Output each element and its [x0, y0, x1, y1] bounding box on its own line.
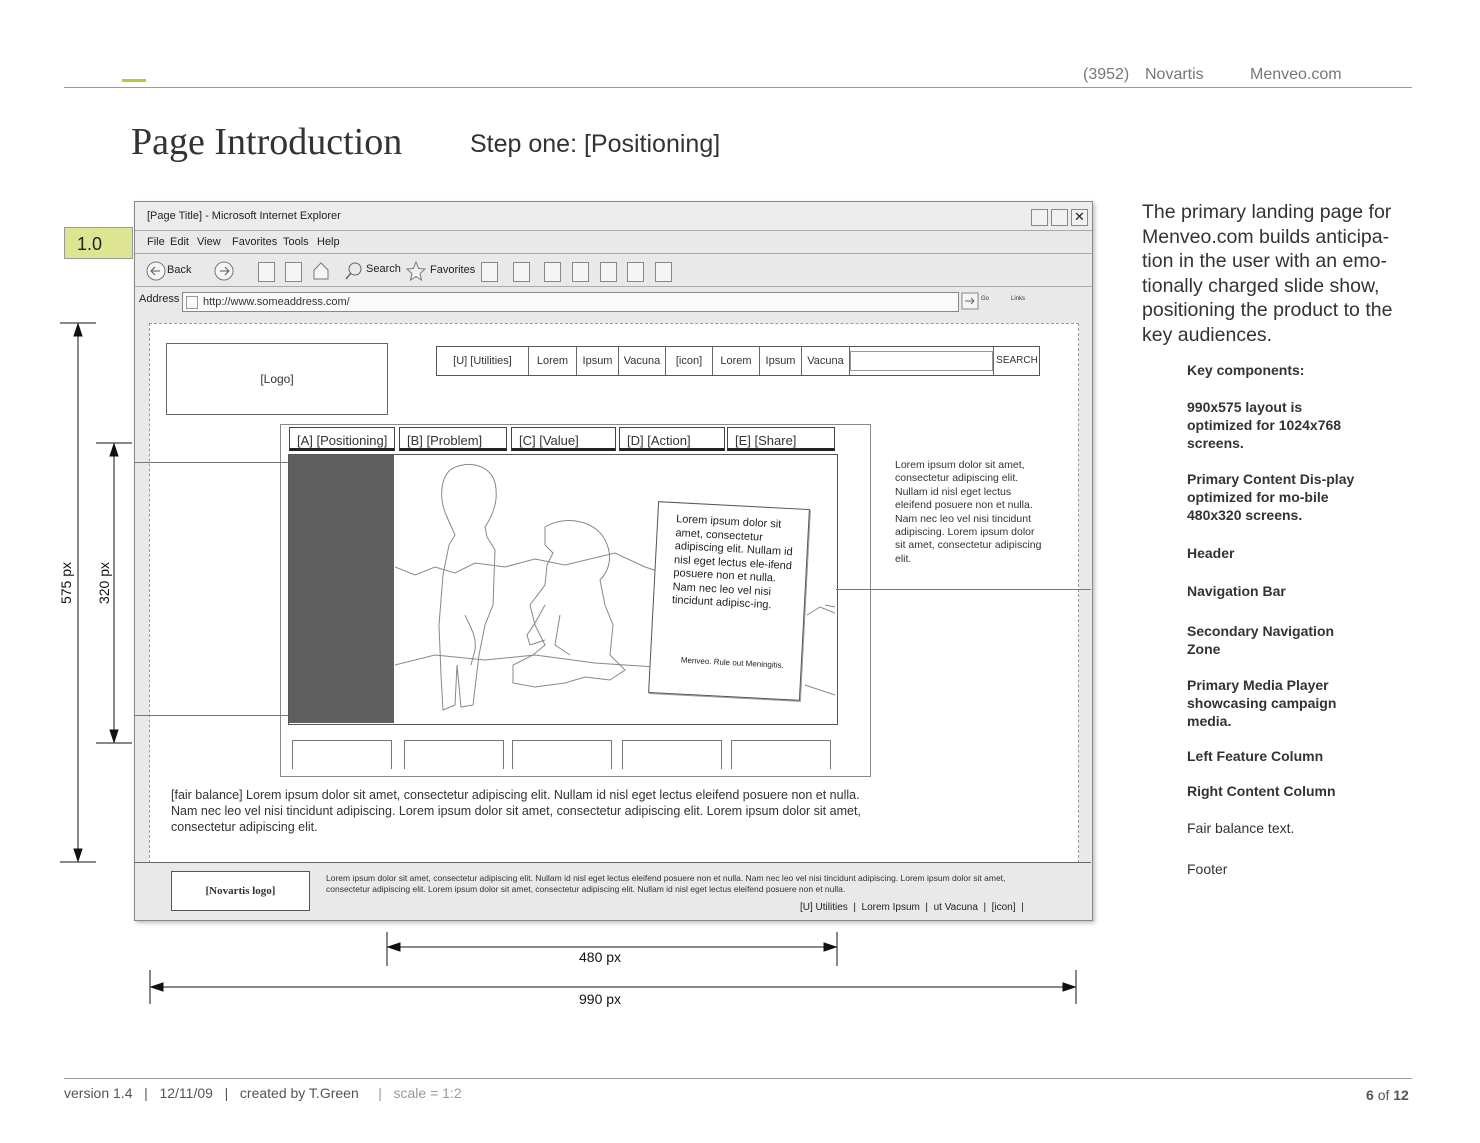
- util-item[interactable]: Ipsum: [577, 347, 619, 375]
- tab-value[interactable]: [C] [Value]: [511, 427, 616, 451]
- component-item: 990x575 layout is optimized for 1024x768 screens.: [1187, 399, 1342, 451]
- menu-favorites[interactable]: Favorites: [232, 236, 278, 248]
- step-title: Step one: [Positioning]: [470, 130, 721, 158]
- component-item: Fair balance text.: [1187, 820, 1295, 836]
- page-title: Page Introduction: [131, 121, 403, 163]
- menu-tools[interactable]: Tools: [283, 236, 309, 248]
- util-item[interactable]: [icon]: [666, 347, 713, 375]
- footer-rule: [64, 1078, 1412, 1079]
- footer-text: Lorem ipsum dolor sit amet, consectetur adipiscing elit. Nullam id nisl eget lectus eleifend posuere non et nulla. Nam nec leo vel nisi tincidunt adipiscing. Lorem ipsum dolor sit amet, consectetur adipiscing elit. Lorem ipsum dolor sit amet, consectetur adipiscing elit. Nullam id nisl eget lectus eleifend posuere non et nulla.: [326, 873, 1006, 894]
- tab-share[interactable]: [E] [Share]: [727, 427, 835, 451]
- footer-links: [U] Utilities | Lorem Ipsum | ut Vacuna | [icon] |: [800, 902, 1024, 913]
- close-icon[interactable]: ✕: [1071, 209, 1088, 226]
- component-item: Secondary Navigation Zone: [1187, 623, 1335, 657]
- menu-edit[interactable]: Edit: [170, 236, 189, 248]
- width-990-label: 990 px: [579, 991, 622, 1007]
- util-item[interactable]: Ipsum: [760, 347, 802, 375]
- component-item: Footer: [1187, 861, 1228, 877]
- footer-link[interactable]: [U] Utilities: [800, 902, 848, 913]
- author-text: created by T.Green: [239, 1085, 359, 1101]
- section-number-badge: 1.0: [64, 227, 133, 259]
- page-total: 12: [1393, 1087, 1409, 1103]
- util-item[interactable]: Vacuna: [802, 347, 850, 375]
- component-item: Primary Media Player showcasing campaign media.: [1187, 677, 1337, 729]
- address-label: Address: [139, 293, 180, 305]
- job-number: (3952): [1083, 66, 1130, 83]
- footer-link[interactable]: [icon]: [991, 902, 1016, 913]
- component-item: Navigation Bar: [1187, 583, 1286, 599]
- links-button[interactable]: Links: [1011, 296, 1026, 302]
- right-content-column: Lorem ipsum dolor sit amet, consectetur adipiscing elit. Nullam id nisl eget lectus eleifend posuere non et nulla. Nam nec leo vel nisi tincidunt adipiscing. Lorem ipsum dolor sit amet, consectetur adipiscing elit.: [895, 459, 1042, 565]
- version-text: version 1.4: [64, 1085, 133, 1101]
- page-current: 6: [1366, 1087, 1374, 1103]
- menu-view[interactable]: View: [197, 236, 221, 248]
- component-item: Primary Content Dis-play optimized for mo-bile 480x320 screens.: [1187, 471, 1355, 523]
- tab-action[interactable]: [D] [Action]: [619, 427, 725, 451]
- page-of: of: [1377, 1087, 1390, 1103]
- slide-card-tagline: Menveo. Rule out Meningitis.: [680, 655, 785, 670]
- tab-problem[interactable]: [B] [Problem]: [399, 427, 507, 451]
- util-item[interactable]: Lorem: [529, 347, 577, 375]
- component-item: Right Content Column: [1187, 783, 1336, 799]
- address-value: http://www.someaddress.com/: [203, 296, 350, 308]
- site-name: Menveo.com: [1250, 66, 1342, 83]
- height-575-label: 575 px: [58, 561, 74, 605]
- page-counter: [1366, 1087, 1409, 1103]
- scale-text: scale = 1:2: [393, 1085, 462, 1101]
- date-text: 12/11/09: [159, 1085, 213, 1101]
- height-320-label: 320 px: [96, 561, 112, 605]
- footer-novartis-logo[interactable]: [Novartis logo]: [171, 871, 310, 911]
- search-button[interactable]: Search: [366, 263, 401, 275]
- slide-card-text: Lorem ipsum dolor sit amet, consectetur adipiscing elit. Nullam id nisl eget lectus ele-ifend posuere non et nulla. Nam nec leo vel nisi tincidunt adipisc-ing.: [671, 513, 793, 612]
- util-item[interactable]: [U] [Utilities]: [437, 347, 529, 375]
- component-item: Left Feature Column: [1187, 748, 1324, 764]
- util-item[interactable]: Lorem: [713, 347, 760, 375]
- width-480-label: 480 px: [579, 949, 622, 965]
- component-item: Header: [1187, 545, 1235, 561]
- tab-positioning[interactable]: [A] [Positioning]: [289, 427, 395, 451]
- footer-link[interactable]: Lorem Ipsum: [861, 902, 920, 913]
- window-title: [Page Title] - Microsoft Internet Explorer: [147, 210, 341, 222]
- key-components-label: Key components:: [1187, 362, 1305, 378]
- favorites-button[interactable]: Favorites: [430, 264, 476, 276]
- footer-link[interactable]: ut Vacuna: [933, 902, 978, 913]
- fair-balance-text: [fair balance] Lorem ipsum dolor sit amet, consectetur adipiscing elit. Nullam id nisl eget lectus eleifend posuere non et nulla. Nam nec leo vel nisi tincidunt adipiscing. Lorem ipsum dolor sit amet, consectetur adipiscing elit. Lorem ipsum dolor sit amet, consectetur adipiscing elit.: [171, 788, 861, 834]
- menu-file[interactable]: File: [147, 236, 165, 248]
- site-logo[interactable]: [Logo]: [166, 343, 388, 415]
- client-name: Novartis: [1145, 66, 1204, 83]
- site-search-button[interactable]: SEARCH: [993, 347, 1040, 375]
- menu-help[interactable]: Help: [317, 236, 340, 248]
- go-button[interactable]: Go: [981, 296, 990, 302]
- doc-footer-meta: version 1.4 | 12/11/09 | created by T.Green | scale = 1:2: [64, 1085, 462, 1101]
- intro-description: The primary landing page for Menveo.com builds anticipa-tion in the user with an emo-tionally charged slide show, positioning the product to the key audiences.: [1142, 201, 1393, 346]
- back-button[interactable]: Back: [167, 264, 192, 276]
- util-item[interactable]: Vacuna: [619, 347, 666, 375]
